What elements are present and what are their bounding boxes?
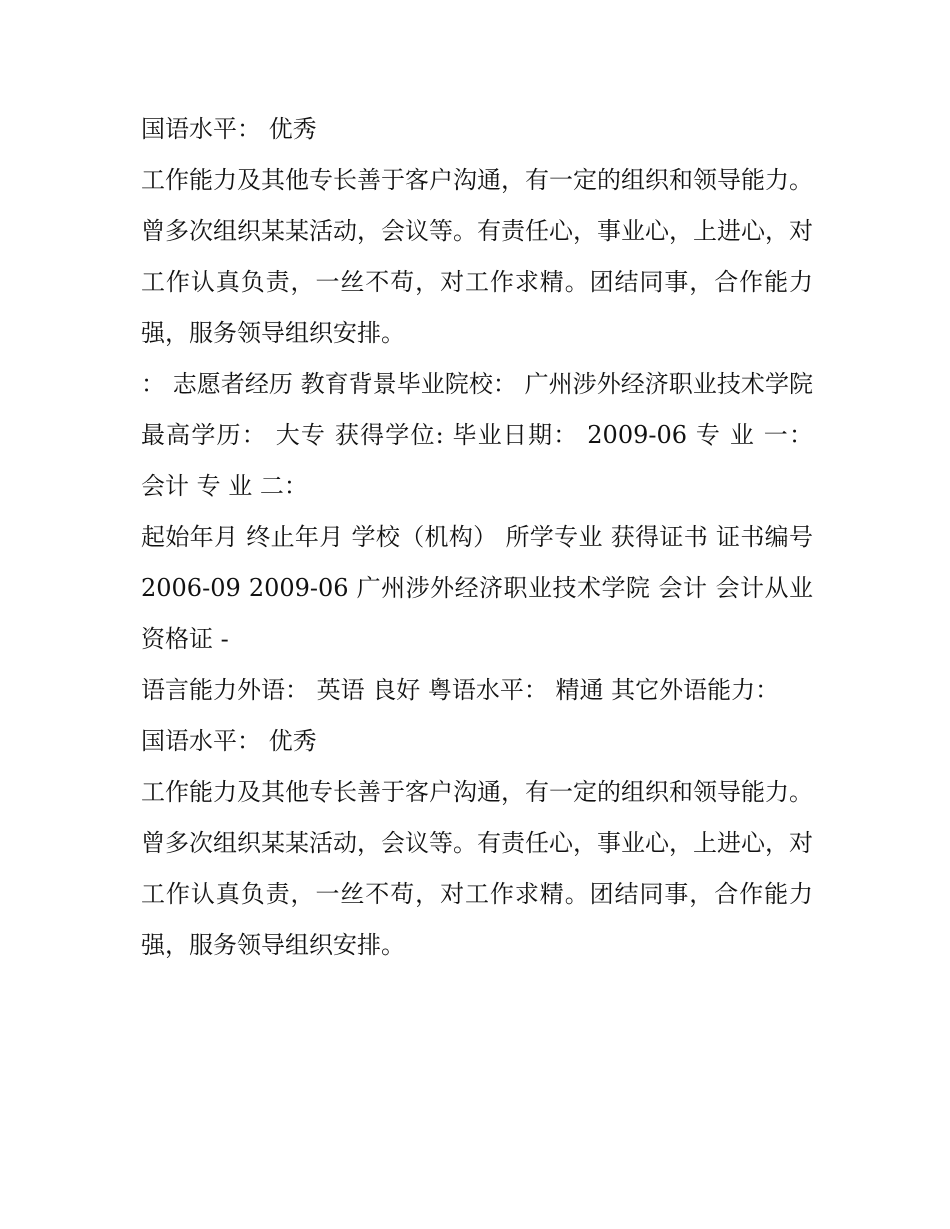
paragraph-work-abilities: 工作能力及其他专长善于客户沟通，有一定的组织和领导能力。曾多次组织某某活动，会议等。有责任心，事业心，上进心，对工作认真负责，一丝不苟，对工作求精。团结同事，合作能力强，服务领导组织安排。 — [141, 166, 813, 347]
document-page — [141, 104, 813, 971]
paragraph-language-abilities: 语言能力外语： 英语 良好 粤语水平： 精通 其它外语能力： — [141, 676, 780, 704]
paragraph-education-background: ： 志愿者经历 教育背景毕业院校： 广州涉外经济职业技术学院 最高学历： 大专 获得学位: 毕业日期： 2009-06 专 业 一： 会计 专 业 二： — [141, 370, 813, 500]
paragraph-work-abilities-repeat: 工作能力及其他专长善于客户沟通，有一定的组织和领导能力。曾多次组织某某活动，会议等。有责任心，事业心，上进心，对工作认真负责，一丝不苟，对工作求精。团结同事，合作能力强，服务领导组织安排。 — [141, 778, 813, 959]
paragraph-education-record: 起始年月 终止年月 学校（机构） 所学专业 获得证书 证书编号 2006-09 2009-06 广州涉外经济职业技术学院 会计 会计从业资格证 - — [141, 523, 813, 653]
paragraph-mandarin-level: 国语水平： 优秀 — [141, 115, 317, 143]
paragraph-mandarin-level-repeat: 国语水平： 优秀 — [141, 727, 317, 755]
